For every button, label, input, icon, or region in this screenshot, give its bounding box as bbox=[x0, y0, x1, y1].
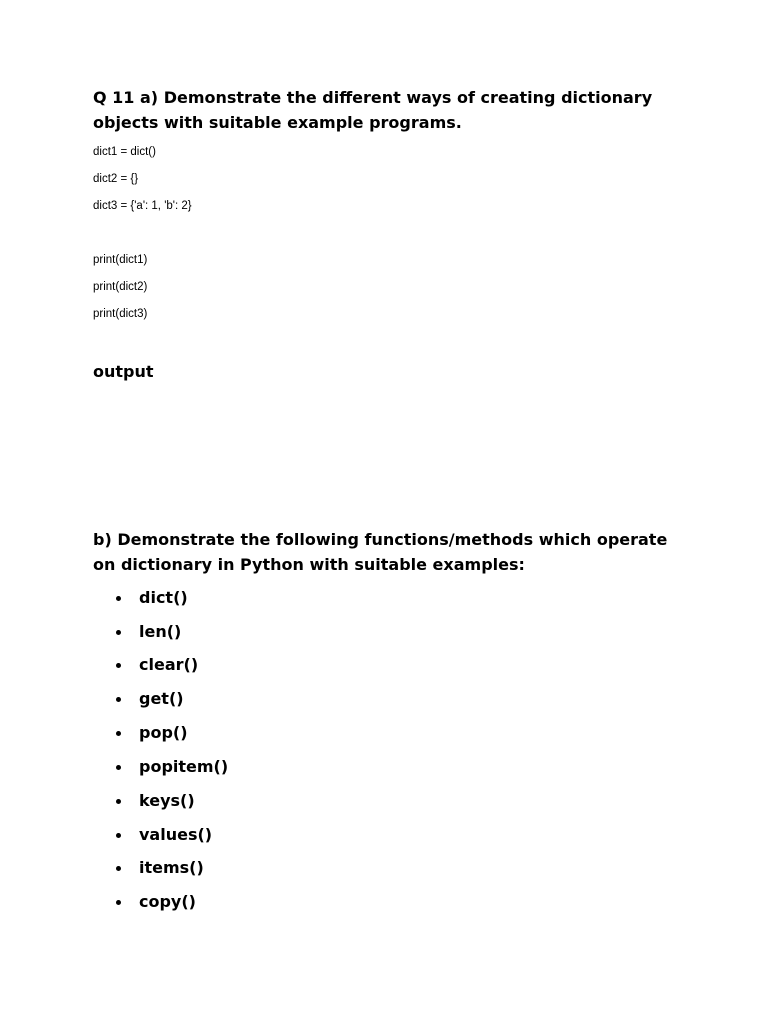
list-item bbox=[0, 891, 400, 915]
code-line: print(dict2) bbox=[93, 281, 148, 293]
question-a-heading: Q 11 a) Demonstrate the different ways of creating dictionary objects with suitable example programs. bbox=[93, 88, 653, 132]
output-label: output bbox=[93, 362, 154, 381]
list-item bbox=[0, 756, 400, 780]
function-name: values() bbox=[139, 825, 213, 844]
list-item bbox=[0, 621, 400, 645]
bullet-icon bbox=[116, 596, 121, 601]
function-name: copy() bbox=[139, 892, 196, 911]
function-name: get() bbox=[139, 689, 184, 708]
code-line: dict2 = {} bbox=[93, 173, 139, 185]
list-item bbox=[0, 587, 400, 611]
code-line: print(dict1) bbox=[93, 254, 148, 266]
list-item bbox=[0, 654, 400, 678]
list-item bbox=[0, 857, 400, 881]
code-line: print(dict3) bbox=[93, 308, 148, 320]
bullet-icon bbox=[116, 731, 121, 736]
function-name: dict() bbox=[139, 588, 188, 607]
bullet-icon bbox=[116, 765, 121, 770]
code-line: dict3 = {'a': 1, 'b': 2} bbox=[93, 200, 192, 212]
function-name: popitem() bbox=[139, 757, 229, 776]
function-name: len() bbox=[139, 622, 182, 641]
list-item bbox=[0, 824, 400, 848]
bullet-icon bbox=[116, 833, 121, 838]
bullet-icon bbox=[116, 697, 121, 702]
bullet-icon bbox=[116, 900, 121, 905]
list-item bbox=[0, 688, 400, 712]
question-b-heading: b) Demonstrate the following functions/methods which operate on dictionary in Python with suitable examples: bbox=[93, 530, 668, 574]
function-name: clear() bbox=[139, 655, 199, 674]
bullet-icon bbox=[116, 799, 121, 804]
function-name: items() bbox=[139, 858, 204, 877]
code-line: dict1 = dict() bbox=[93, 146, 156, 158]
function-name: keys() bbox=[139, 791, 195, 810]
bullet-icon bbox=[116, 866, 121, 871]
bullet-icon bbox=[116, 630, 121, 635]
list-item bbox=[0, 790, 400, 814]
list-item bbox=[0, 722, 400, 746]
function-name: pop() bbox=[139, 723, 188, 742]
bullet-icon bbox=[116, 663, 121, 668]
